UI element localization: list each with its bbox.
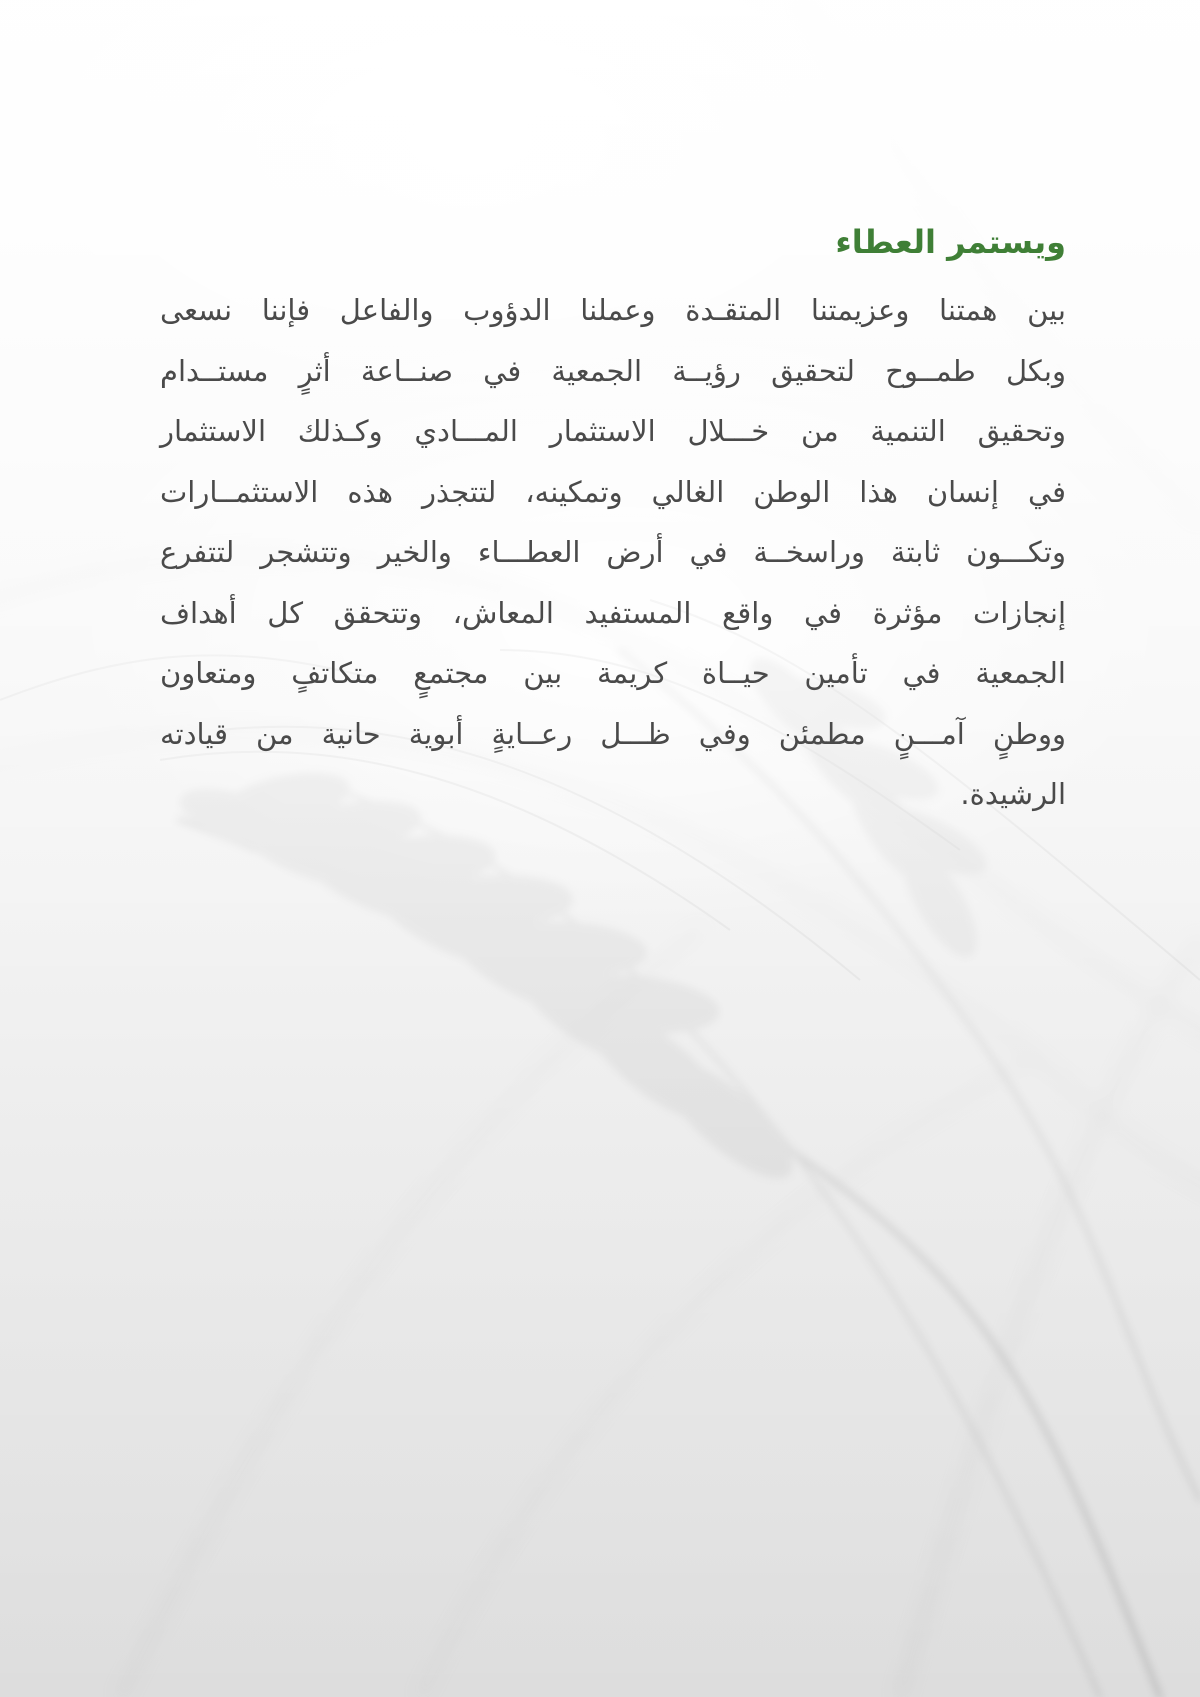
paragraph-line: الجمعية في تأمين حيــاة كريمة بين مجتمعٍ متكاتفٍ ومتعاون [160,656,1066,690]
body-paragraph [160,280,1066,825]
paragraph-line: بين همتنا وعزيمتنا المتقـدة وعملنا الدؤوب والفاعل فإننا نسعى [160,293,1066,327]
paragraph-line: وتكـــون ثابتة وراسخــة في أرض العطـــاء والخير وتتشجر لتتفرع [160,535,1066,569]
paragraph-line: وتحقيق التنمية من خـــلال الاستثمار المـــادي وكـذلك الاستثمار [160,414,1066,448]
paragraph-line: ووطنٍ آمـــنٍ مطمئن وفي ظـــل رعــايةٍ أبوية حانية من قيادته [160,716,1066,751]
paragraph-line: وبكل طمــوح لتحقيق رؤيــة الجمعية في صنــاعة أثرٍ مستــدام [160,353,1066,388]
paragraph-line: في إنسان هذا الوطن الغالي وتمكينه، لتتجذر هذه الاستثمــارات [160,474,1066,509]
paragraph-line: إنجازات مؤثرة في واقع المستفيد المعاش، وتتحقق كل أهداف [160,595,1066,630]
section-title: ويستمر العطاء [835,223,1066,261]
paragraph-line: الرشيدة. [960,777,1066,811]
